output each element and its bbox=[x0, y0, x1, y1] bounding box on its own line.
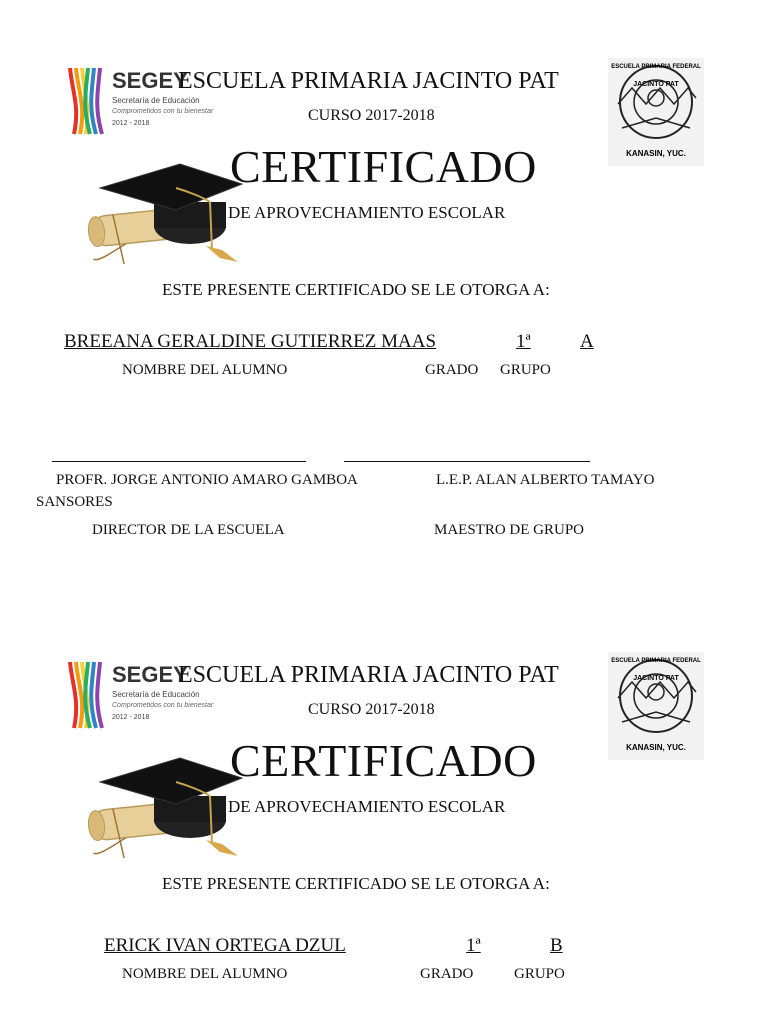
director-name: PROFR. JORGE ANTONIO AMARO GAMBOA bbox=[56, 472, 358, 488]
course-year: CURSO 2017-2018 bbox=[308, 107, 435, 124]
segey-line3: 2012 - 2018 bbox=[112, 714, 150, 721]
seal-bottom-text: KANASIN, YUC. bbox=[626, 149, 686, 158]
group-caption: GRUPO bbox=[500, 362, 551, 378]
seal-center-text: JACINTO PAT bbox=[633, 81, 679, 88]
director-signature-line bbox=[52, 461, 306, 462]
seal-bottom-text: KANASIN, YUC. bbox=[626, 743, 686, 752]
student-grade: 1ª bbox=[516, 331, 531, 352]
student-name: ERICK IVAN ORTEGA DZUL bbox=[104, 935, 346, 956]
student-group: B bbox=[550, 935, 563, 956]
student-grade: 1ª bbox=[466, 935, 481, 956]
seal-center-text: JACINTO PAT bbox=[633, 675, 679, 682]
grade-caption: GRADO bbox=[420, 966, 474, 982]
course-year: CURSO 2017-2018 bbox=[308, 701, 435, 718]
seal-top-text: ESCUELA PRIMARIA FEDERAL bbox=[611, 64, 701, 70]
school-name: ESCUELA PRIMARIA JACINTO PAT bbox=[178, 662, 559, 688]
segey-stripes-icon bbox=[66, 66, 106, 136]
segey-brand: SEGEY bbox=[112, 68, 188, 93]
certificate-subtitle: DE APROVECHAMIENTO ESCOLAR bbox=[228, 203, 506, 222]
segey-logo bbox=[66, 66, 214, 138]
school-name: ESCUELA PRIMARIA JACINTO PAT bbox=[178, 68, 559, 94]
teacher-name-line1: L.E.P. ALAN ALBERTO TAMAYO bbox=[436, 472, 655, 488]
seal-top-text: ESCUELA PRIMARIA FEDERAL bbox=[611, 658, 701, 664]
grant-text: ESTE PRESENTE CERTIFICADO SE LE OTORGA A: bbox=[162, 280, 550, 299]
name-caption: NOMBRE DEL ALUMNO bbox=[122, 362, 288, 378]
group-caption: GRUPO bbox=[514, 966, 565, 982]
teacher-caption: MAESTRO DE GRUPO bbox=[434, 522, 585, 538]
segey-line2: Comprometidos con tu bienestar bbox=[112, 702, 214, 709]
student-group: A bbox=[580, 331, 594, 352]
segey-brand: SEGEY bbox=[112, 662, 188, 687]
school-seal bbox=[608, 652, 704, 765]
grant-text: ESTE PRESENTE CERTIFICADO SE LE OTORGA A: bbox=[162, 874, 550, 893]
segey-stripes-icon bbox=[66, 660, 106, 730]
grade-caption: GRADO bbox=[425, 362, 479, 378]
school-seal-icon bbox=[608, 58, 704, 166]
segey-line1: Secretaría de Educación bbox=[112, 690, 200, 699]
certificate-title: CERTIFICADO bbox=[230, 735, 537, 786]
director-caption: DIRECTOR DE LA ESCUELA bbox=[92, 522, 285, 538]
certificate-subtitle: DE APROVECHAMIENTO ESCOLAR bbox=[228, 797, 506, 816]
certificate-title: CERTIFICADO bbox=[230, 141, 537, 192]
teacher-name-line2: SANSORES bbox=[36, 494, 113, 510]
segey-logo bbox=[66, 660, 214, 732]
segey-line1: Secretaría de Educación bbox=[112, 96, 200, 105]
segey-line2: Comprometidos con tu bienestar bbox=[112, 108, 214, 115]
segey-line3: 2012 - 2018 bbox=[112, 120, 150, 127]
name-caption: NOMBRE DEL ALUMNO bbox=[122, 966, 288, 982]
student-name: BREEANA GERALDINE GUTIERREZ MAAS bbox=[64, 331, 437, 352]
school-seal bbox=[608, 58, 704, 171]
school-seal-icon bbox=[608, 652, 704, 760]
teacher-signature-line bbox=[344, 461, 590, 462]
